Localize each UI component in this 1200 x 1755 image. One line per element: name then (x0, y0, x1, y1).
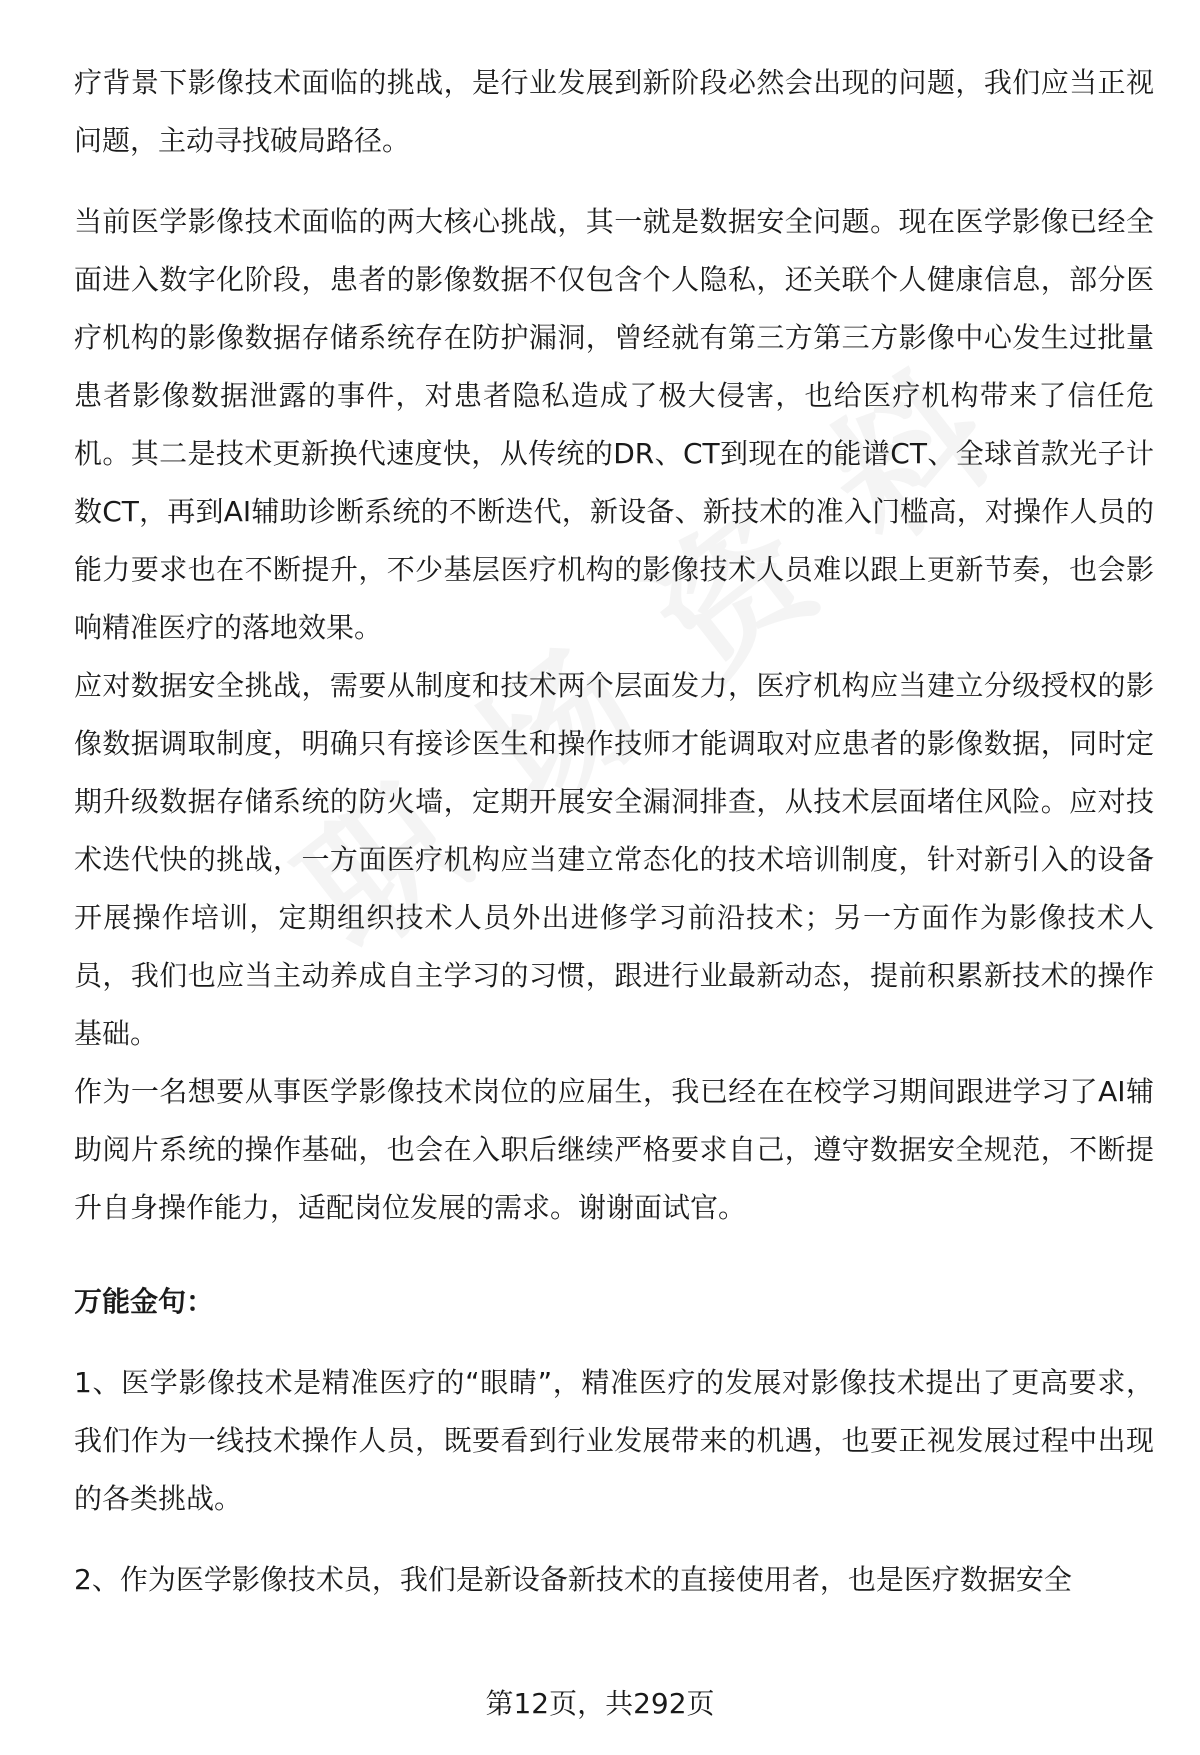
section-heading: 万能金句： (74, 1285, 215, 1318)
paragraph-intro: 疗背景下影像技术面临的挑战，是行业发展到新阶段必然会出现的问题，我们应当正视问题，主动寻找破局路径。 (74, 66, 1154, 157)
golden-sentence-1: 1、医学影像技术是精准医疗的“眼睛”，精准医疗的发展对影像技术提出了更高要求，我们作为一线技术操作人员，既要看到行业发展带来的机遇，也要正视发展过程中出现的各类挑战。 (74, 1366, 1154, 1515)
golden-sentence-2: 2、作为医学影像技术员，我们是新设备新技术的直接使用者，也是医疗数据安全 (74, 1563, 1072, 1596)
paragraph-challenges: 当前医学影像技术面临的两大核心挑战，其一就是数据安全问题。现在医学影像已经全面进入数字化阶段，患者的影像数据不仅包含个人隐私，还关联个人健康信息，部分医疗机构的影像数据存储系统存在防护漏洞，曾经就有第三方第三方影像中心发生过批量患者影像数据泄露的事件，对患者隐私造成了极大侵害，也给医疗机构带来了信任危机。其二是技术更新换代速度快，从传统的DR、CT到现在的能谱CT、全球首款光子计数CT，再到AI辅助诊断系统的不断迭代，新设备、新技术的准入门槛高，对操作人员的能力要求也在不断提升，不少基层医疗机构的影像技术人员难以跟上更新节奏，也会影响精准医疗的落地效果。 (74, 205, 1154, 644)
document-body (74, 54, 1154, 1609)
paragraph-conclusion: 作为一名想要从事医学影像技术岗位的应届生，我已经在在校学习期间跟进学习了AI辅助阅片系统的操作基础，也会在入职后继续严格要求自己，遵守数据安全规范，不断提升自身操作能力，适配岗位发展的需求。谢谢面试官。 (74, 1075, 1154, 1224)
page-number-footer: 第12页，共292页 (485, 1687, 715, 1720)
paragraph-responses: 应对数据安全挑战，需要从制度和技术两个层面发力，医疗机构应当建立分级授权的影像数据调取制度，明确只有接诊医生和操作技师才能调取对应患者的影像数据，同时定期升级数据存储系统的防火墙，定期开展安全漏洞排查，从技术层面堵住风险。应对技术迭代快的挑战，一方面医疗机构应当建立常态化的技术培训制度，针对新引入的设备开展操作培训，定期组织技术人员外出进修学习前沿技术；另一方面作为影像技术人员，我们也应当主动养成自主学习的习惯，跟进行业最新动态，提前积累新技术的操作基础。 (74, 669, 1154, 1050)
